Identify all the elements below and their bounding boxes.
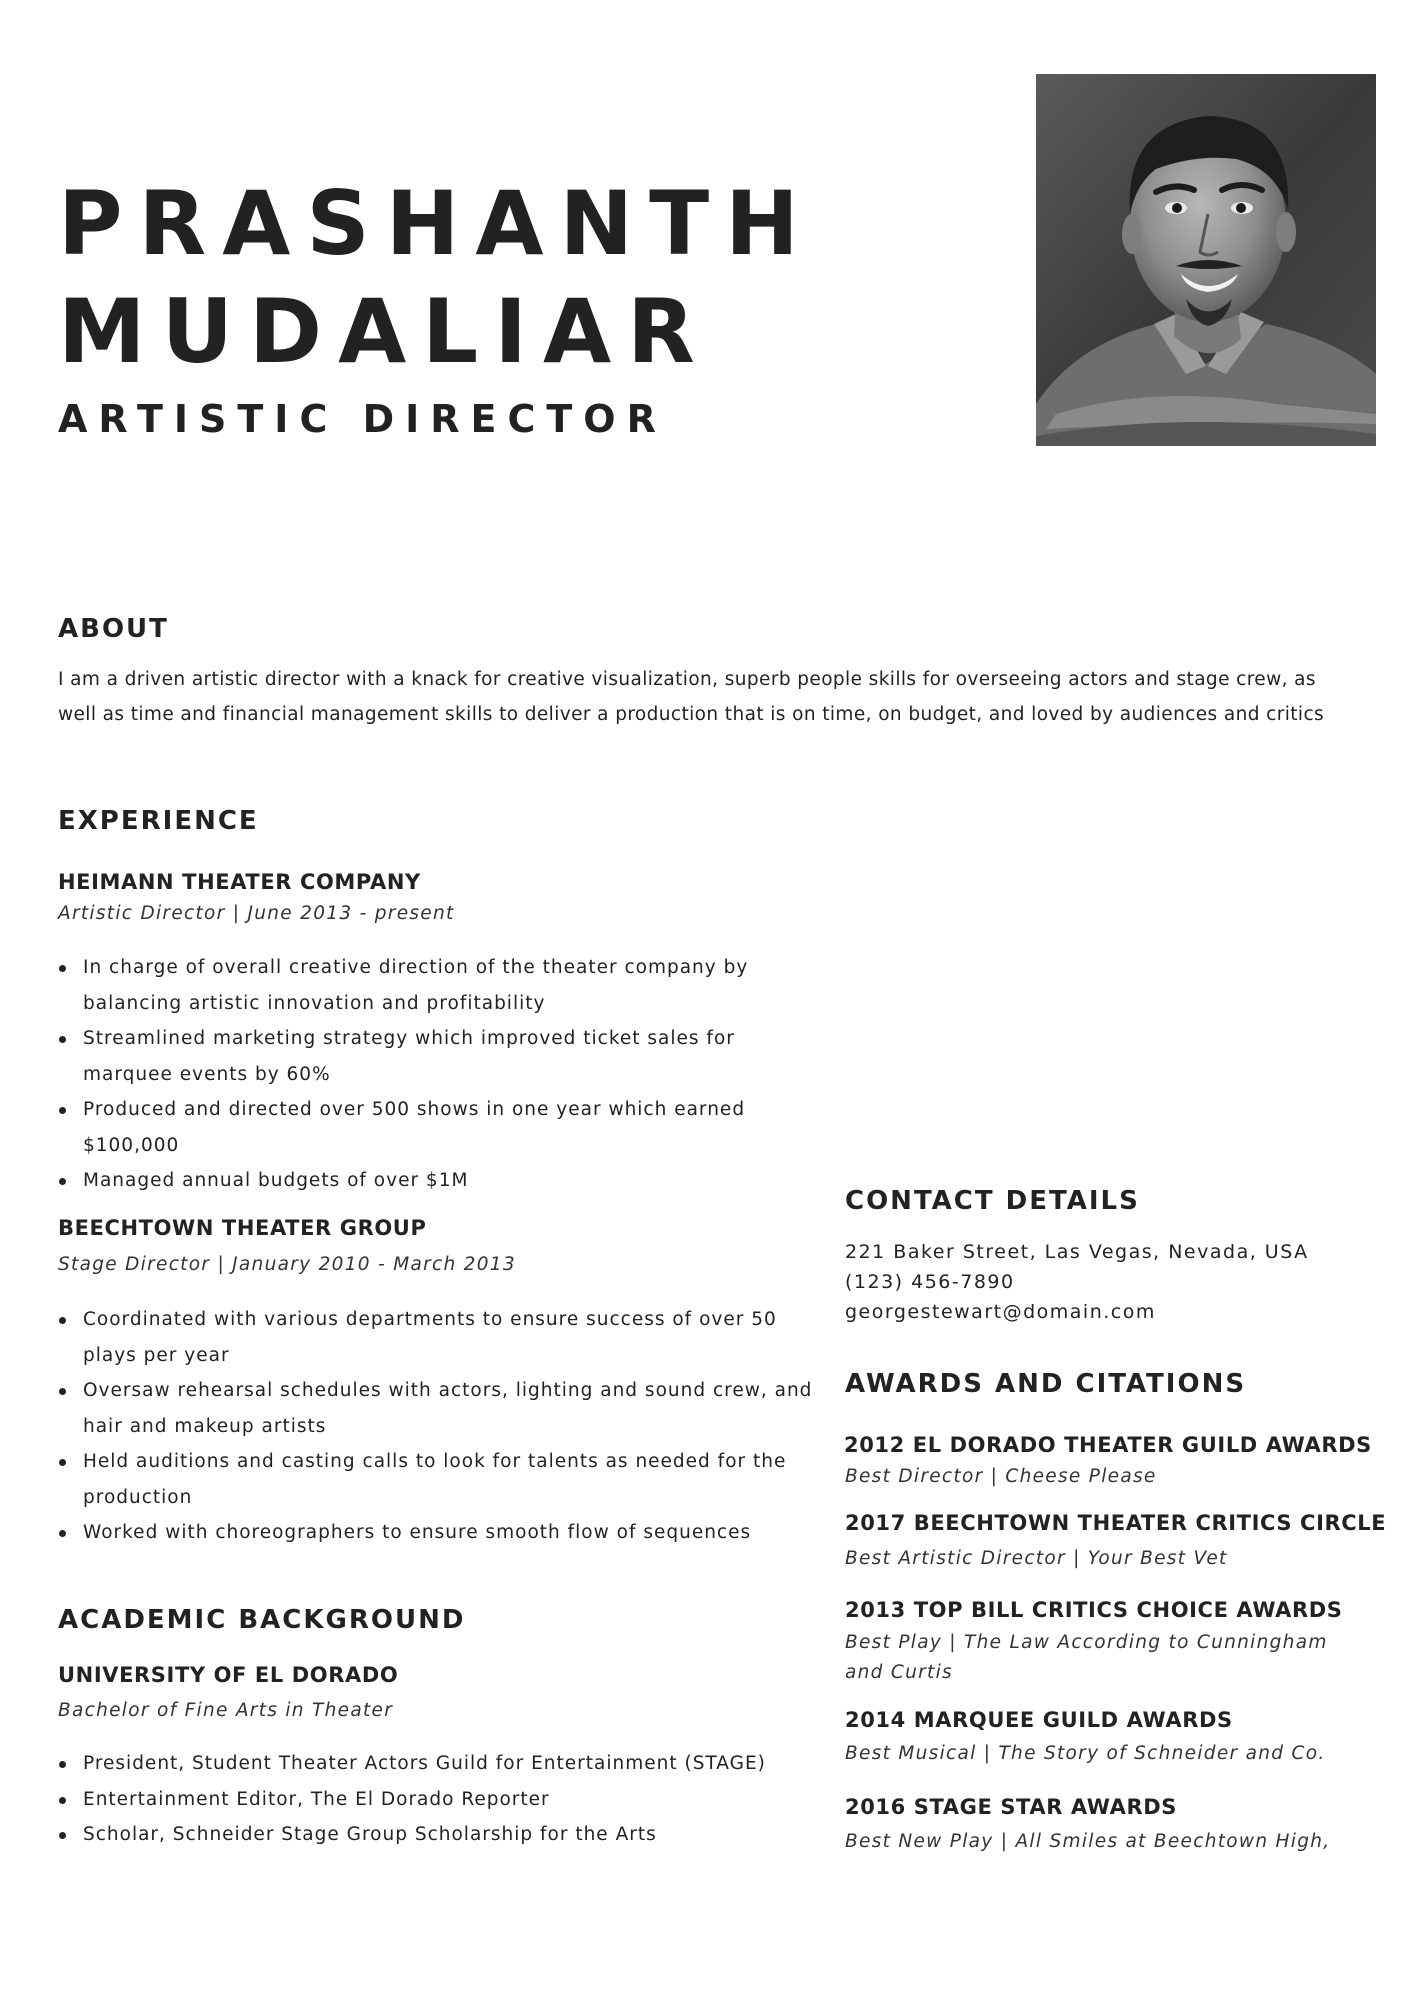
awards-heading: AWARDS AND CITATIONS — [845, 1369, 1247, 1399]
list-item: Scholar, Schneider Stage Group Scholarship for the Arts — [58, 1817, 818, 1853]
job-meta: Artistic Director | June 2013 - present — [58, 903, 455, 924]
list-item: Held auditions and casting calls to look for talents as needed for the production — [58, 1444, 818, 1515]
job-bullets — [58, 950, 808, 1199]
job-company: HEIMANN THEATER COMPANY — [58, 870, 421, 894]
contact-email: georgestewart@domain.com — [845, 1301, 1156, 1323]
about-heading: ABOUT — [58, 614, 169, 644]
about-text: I am a driven artistic director with a knack for creative visualization, superb people skills for overseeing actors and stage crew, as well as time and financial management skills to deliver a production that is on time, on budget, and loved by audiences and critics — [58, 669, 1325, 725]
job-company: BEECHTOWN THEATER GROUP — [58, 1216, 427, 1240]
job-bullets — [58, 1302, 818, 1551]
award-title: 2012 EL DORADO THEATER GUILD AWARDS — [844, 1433, 1372, 1457]
list-item: Managed annual budgets of over $1M — [58, 1163, 808, 1199]
contact-phone: (123) 456-7890 — [845, 1271, 1015, 1293]
award-title: 2014 MARQUEE GUILD AWARDS — [845, 1708, 1233, 1732]
list-item: Oversaw rehearsal schedules with actors, lighting and sound crew, and hair and makeup artists — [58, 1373, 818, 1444]
list-item: Entertainment Editor, The El Dorado Reporter — [58, 1782, 818, 1818]
job-meta: Stage Director | January 2010 - March 2013 — [58, 1254, 516, 1275]
first-name: PRASHANTH — [58, 172, 815, 275]
last-name: MUDALIAR — [58, 280, 711, 383]
academic-bullets — [58, 1746, 818, 1853]
award-meta: Best Director | Cheese Please — [845, 1466, 1157, 1487]
job-title: ARTISTIC DIRECTOR — [58, 397, 667, 441]
award-title: 2013 TOP BILL CRITICS CHOICE AWARDS — [845, 1598, 1343, 1622]
list-item: Coordinated with various departments to ensure success of over 50 plays per year — [58, 1302, 818, 1373]
list-item: Produced and directed over 500 shows in one year which earned $100,000 — [58, 1092, 808, 1163]
degree: Bachelor of Fine Arts in Theater — [58, 1700, 394, 1721]
list-item: Streamlined marketing strategy which improved ticket sales for marquee events by 60% — [58, 1021, 808, 1092]
award-meta: Best Musical | The Story of Schneider and Co. — [845, 1743, 1326, 1764]
list-item: Worked with choreographers to ensure smooth flow of sequences — [58, 1515, 818, 1551]
contact-address: 221 Baker Street, Las Vegas, Nevada, USA — [845, 1241, 1309, 1263]
award-title: 2016 STAGE STAR AWARDS — [845, 1795, 1177, 1819]
award-meta: Best Play | The Law According to Cunningham and Curtis — [845, 1632, 1328, 1683]
award-meta: Best New Play | All Smiles at Beechtown High, — [845, 1831, 1331, 1852]
school-name: UNIVERSITY OF EL DORADO — [58, 1663, 399, 1687]
portrait-illustration — [1036, 74, 1376, 446]
contact-heading: CONTACT DETAILS — [845, 1186, 1140, 1216]
list-item: In charge of overall creative direction of the theater company by balancing artistic innovation and profitability — [58, 950, 808, 1021]
academic-heading: ACADEMIC BACKGROUND — [58, 1605, 466, 1635]
list-item: President, Student Theater Actors Guild for Entertainment (STAGE) — [58, 1746, 818, 1782]
experience-heading: EXPERIENCE — [58, 806, 259, 836]
award-meta: Best Artistic Director | Your Best Vet — [845, 1548, 1228, 1569]
profile-photo — [1036, 74, 1376, 446]
award-title: 2017 BEECHTOWN THEATER CRITICS CIRCLE — [845, 1511, 1387, 1535]
